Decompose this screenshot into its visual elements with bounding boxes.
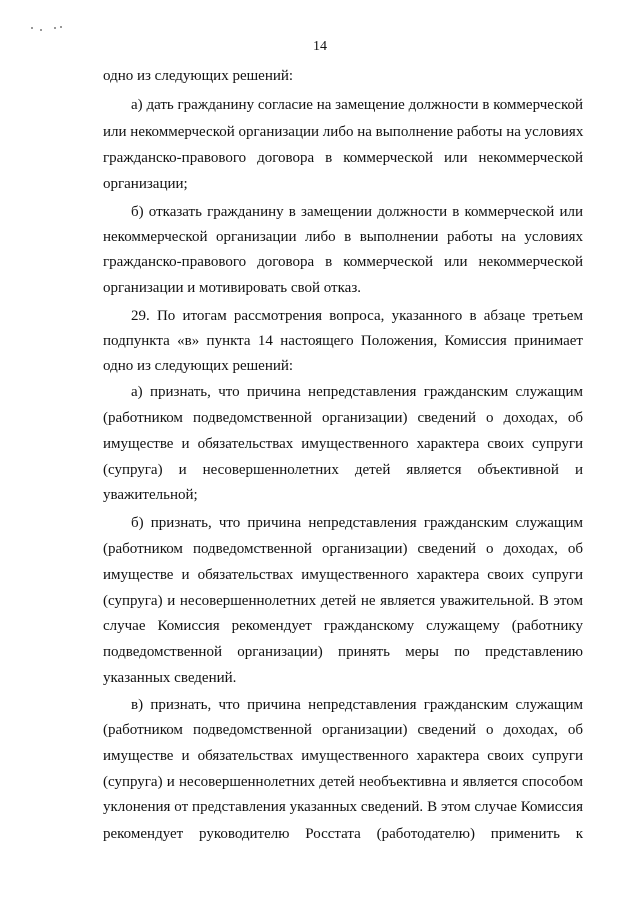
scan-speck: [40, 29, 42, 31]
text-line: (супруга) и несовершеннолетних детей является объективной и: [103, 462, 583, 478]
text-line: имуществе и обязательствах имущественного характера своих супруги: [103, 748, 583, 764]
text-line: 29. По итогам рассмотрения вопроса, указанного в абзаце третьем: [131, 308, 583, 324]
text-line: подведомственной организации) принять меры по представлению: [103, 644, 583, 660]
text-line: организации и мотивировать свой отказ.: [103, 280, 362, 296]
text-line: одно из следующих решений:: [103, 68, 294, 84]
text-line: некоммерческой организации либо в выполнении работы на условиях: [103, 229, 583, 245]
text-line: подпункта «в» пункта 14 настоящего Положения, Комиссия принимает: [103, 333, 583, 349]
text-line: указанных сведений.: [103, 670, 237, 686]
text-line: гражданско-правового договора в коммерческой или некоммерческой: [103, 254, 583, 270]
text-line: случае Комиссия рекомендует гражданскому служащему (работнику: [103, 618, 583, 634]
text-line: (супруга) и несовершеннолетних детей не является уважительной. В этом: [103, 593, 583, 609]
text-line: а) признать, что причина непредставления гражданским служащим: [131, 384, 583, 400]
text-line: уклонения от представления указанных сведений. В этом случае Комиссия: [103, 799, 583, 815]
text-line: имуществе и обязательствах имущественного характера своих супруги: [103, 436, 583, 452]
scan-speck: [31, 27, 33, 29]
text-line: уважительной;: [103, 487, 198, 503]
text-line: одно из следующих решений:: [103, 358, 294, 374]
text-line: в) признать, что причина непредставления гражданским служащим: [131, 697, 583, 713]
text-line: имуществе и обязательствах имущественного характера своих супруги: [103, 567, 583, 583]
text-line: (работником подведомственной организации) сведений о доходах, об: [103, 541, 583, 557]
text-line: б) отказать гражданину в замещении должности в коммерческой или: [131, 204, 583, 220]
page-number: 14: [313, 39, 327, 54]
text-line: (работником подведомственной организации) сведений о доходах, об: [103, 410, 583, 426]
scan-speck: [60, 26, 62, 28]
text-line: организации;: [103, 176, 188, 192]
text-line: б) признать, что причина непредставления гражданским служащим: [131, 515, 583, 531]
text-line: а) дать гражданину согласие на замещение должности в коммерческой: [131, 97, 583, 113]
text-line: или некоммерческой организации либо на выполнение работы на условиях: [103, 124, 584, 140]
text-line: гражданско-правового договора в коммерческой или некоммерческой: [103, 150, 583, 166]
text-line: (работником подведомственной организации) сведений о доходах, об: [103, 722, 583, 738]
scan-speck: [54, 27, 56, 29]
text-line: (супруга) и несовершеннолетних детей необъективна и является способом: [103, 774, 583, 790]
text-line: рекомендует руководителю Росстата (работодателю) применить к: [103, 826, 583, 842]
